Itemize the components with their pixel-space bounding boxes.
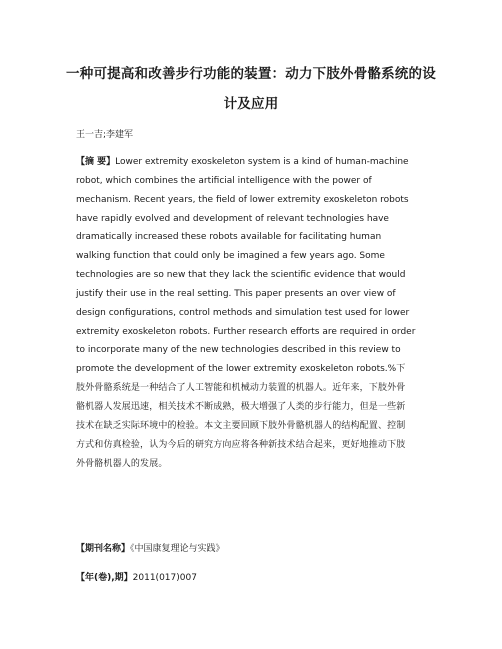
abstract-line: justify their use in the real setting. This paper presents an over view of bbox=[76, 288, 396, 299]
issue-field bbox=[76, 571, 197, 585]
abstract-line: design configurations, control methods and simulation test used for lower bbox=[76, 307, 410, 318]
authors: 王一吉;李建军 bbox=[76, 130, 134, 140]
abstract-line: walking function that could only be imagined a few years ago. Some bbox=[76, 251, 385, 262]
abstract-line: have rapidly evolved and development of relevant technologies have bbox=[76, 213, 389, 224]
abstract-line: promote the development of the lower extremity exoskeleton robots.%下 bbox=[76, 364, 406, 375]
abstract-line: extremity exoskeleton robots. Further research efforts are required in order bbox=[76, 326, 416, 337]
abstract-line: 外骨骼机器人的发展。 bbox=[76, 458, 168, 469]
abstract-line: 技术在缺乏实际环境中的检验。本文主要回顾下肢外骨骼机器人的结构配置、控制 bbox=[76, 420, 406, 431]
journal-value: 《中国康复理论与实践》 bbox=[130, 544, 225, 554]
abstract-line: robot, which combines the artificial intelligence with the power of bbox=[76, 175, 372, 186]
abstract-line: mechanism. Recent years, the field of lower extremity exoskeleton robots bbox=[76, 194, 409, 205]
abstract-line: technologies are so new that they lack the scientific evidence that would bbox=[76, 270, 406, 281]
abstract-line: 肢外骨骼系统是一种结合了人工智能和机械动力装置的机器人。近年来，下肢外骨 bbox=[76, 383, 406, 394]
journal-field bbox=[76, 542, 225, 556]
abstract-line: dramatically increased these robots available for facilitating human bbox=[76, 232, 382, 243]
journal-label: 【期刊名称】 bbox=[76, 544, 131, 554]
issue-value: 2011(017)007 bbox=[132, 573, 197, 583]
issue-label: 【年(卷),期】 bbox=[76, 573, 133, 583]
abstract-label: 【摘 要】 bbox=[76, 157, 116, 167]
abstract-line bbox=[76, 153, 432, 172]
abstract-text: Lower extremity exoskeleton system is a kind of human-machine bbox=[115, 157, 409, 167]
abstract bbox=[76, 153, 432, 473]
document-title-line-1: 一种可提高和改善步行功能的装置：动力下肢外骨骼系统的设 bbox=[66, 66, 436, 82]
abstract-line: 方式和仿真检验，认为今后的研究方向应将各种新技术结合起来，更好地推动下肢 bbox=[76, 439, 406, 450]
abstract-line: to incorporate many of the new technologies described in this review to bbox=[76, 345, 401, 356]
document-title-line-2: 计及应用 bbox=[223, 96, 279, 112]
abstract-line: 骼机器人发展迅速，相关技术不断成熟，极大增强了人类的步行能力，但是一些新 bbox=[76, 401, 406, 412]
